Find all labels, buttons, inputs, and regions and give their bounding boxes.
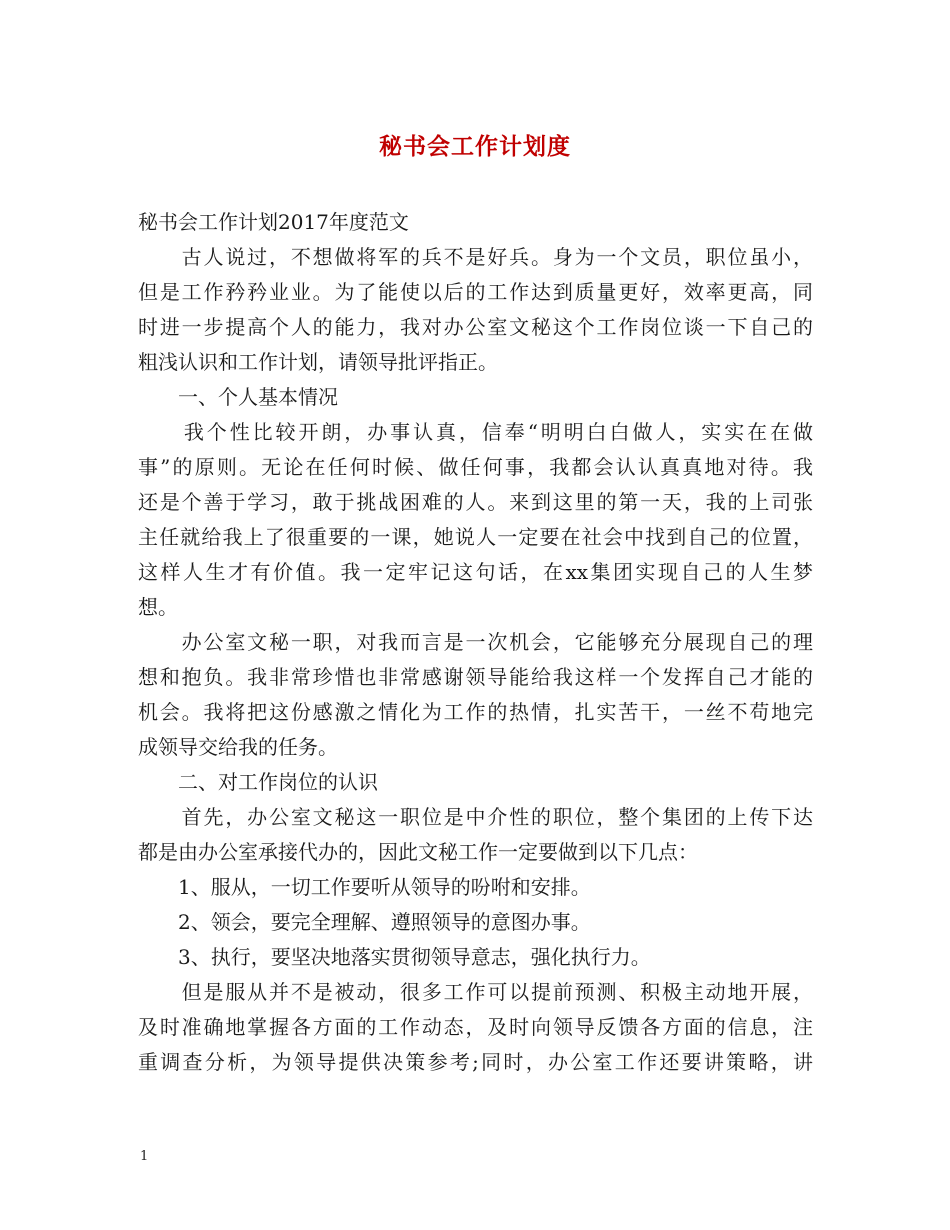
text-line: 及时准确地掌握各方面的工作动态，及时向领导反馈各方面的信息，注: [138, 1015, 813, 1039]
list-item: 3、执行，要坚决地落实贯彻领导意志，强化执行力。: [138, 945, 651, 969]
text-line: 重调查分析，为领导提供决策参考;同时，办公室工作还要讲策略，讲: [138, 1050, 813, 1074]
document-body: [138, 205, 813, 1080]
page-number: 1: [140, 1149, 149, 1164]
text-line: 时进一步提高个人的能力，我对办公室文秘这个工作岗位谈一下自己的: [138, 315, 813, 339]
text-line: 想。: [138, 595, 178, 619]
text-line: 机会。我将把这份感激之情化为工作的热情，扎实苦干，一丝不苟地完: [138, 700, 813, 724]
text-line: 还是个善于学习，敢于挑战困难的人。来到这里的第一天，我的上司张: [138, 490, 813, 514]
text-line: 古人说过，不想做将军的兵不是好兵。身为一个文员，职位虽小，: [138, 245, 813, 269]
text-line: 首先，办公室文秘这一职位是中介性的职位，整个集团的上传下达: [138, 805, 813, 829]
text-line: 办公室文秘一职，对我而言是一次机会，它能够充分展现自己的理: [138, 630, 813, 654]
section-heading: 二、对工作岗位的认识: [138, 770, 378, 794]
text-line: 这样人生才有价值。我一定牢记这句话，在xx集团实现自己的人生梦: [138, 560, 813, 584]
text-line: 主任就给我上了很重要的一课，她说人一定要在社会中找到自己的位置，: [138, 525, 813, 549]
text-line: 事”的原则。无论在任何时候、做任何事，我都会认认真真地对待。我: [138, 455, 813, 479]
text-line: 但是工作矜矜业业。为了能使以后的工作达到质量更好，效率更高，同: [138, 280, 813, 304]
text-line: 但是服从并不是被动，很多工作可以提前预测、积极主动地开展，: [138, 980, 813, 1004]
document-title: 秘书会工作计划度: [379, 133, 571, 160]
section-heading: 一、个人基本情况: [138, 385, 338, 409]
text-line: 都是由办公室承接代办的，因此文秘工作一定要做到以下几点：: [138, 840, 698, 864]
text-line: 成领导交给我的任务。: [138, 735, 338, 759]
text-line: 我个性比较开朗，办事认真，信奉“明明白白做人，实实在在做: [138, 420, 813, 444]
list-item: 1、服从，一切工作要听从领导的吩咐和安排。: [138, 875, 591, 899]
text-line: 粗浅认识和工作计划，请领导批评指正。: [138, 350, 498, 374]
text-line: 想和抱负。我非常珍惜也非常感谢领导能给我这样一个发挥自己才能的: [138, 665, 813, 689]
list-item: 2、领会，要完全理解、遵照领导的意图办事。: [138, 910, 591, 934]
text-line: 秘书会工作计划2017年度范文: [138, 210, 409, 234]
